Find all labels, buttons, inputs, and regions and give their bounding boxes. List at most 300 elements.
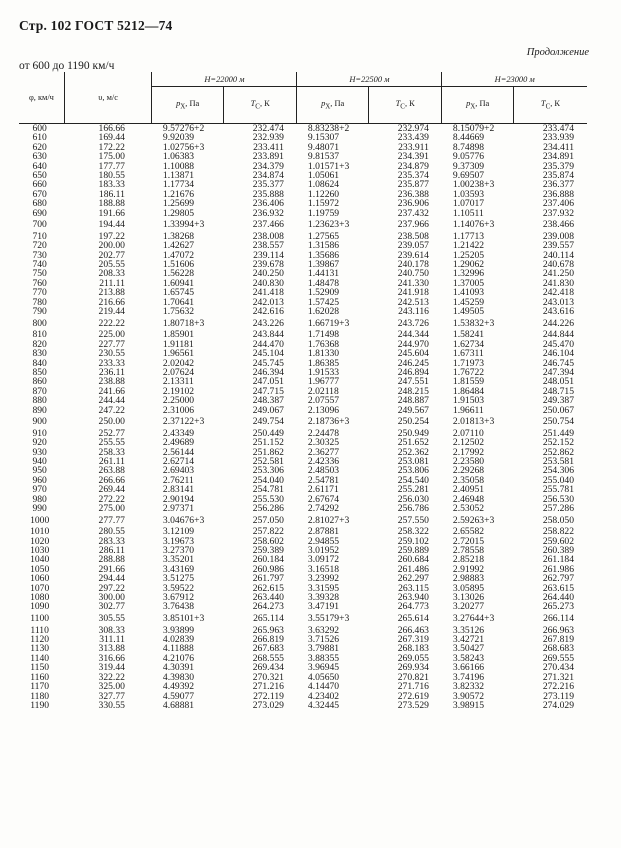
cell-pressure-22500: 2.48503 (307, 465, 340, 477)
cell-pressure-22500: 3.01952 (307, 545, 340, 557)
cell-speed-kmh: 1050 (30, 563, 50, 575)
cell-pressure-23000: 2.12502 (452, 437, 485, 449)
cell-temperature-23000: 261.986 (542, 563, 574, 575)
col-header-pressure: $p_X$, Па (297, 87, 368, 124)
cell-temperature-22500: 232.974 (397, 123, 429, 134)
cell-speed-ms: 302.77 (98, 601, 125, 613)
cell-speed-ms: 316.66 (98, 652, 125, 664)
col-header-temperature: $T_C$, К (368, 87, 442, 124)
cell-temperature-23000: 246.745 (542, 357, 574, 369)
cell-pressure-22000: 2.97371 (162, 503, 195, 515)
cell-pressure-23000: 8.15079+2 (452, 123, 495, 134)
cell-temperature-22500: 273.529 (397, 699, 429, 711)
cell-speed-kmh: 1120 (30, 634, 50, 646)
cell-pressure-22500: 4.05650 (307, 671, 340, 683)
cell-speed-ms: 191.66 (98, 207, 125, 219)
cell-pressure-23000: 2.01813+3 (452, 416, 495, 428)
cell-pressure-22000: 3.76438 (162, 601, 195, 613)
table-body (19, 124, 587, 711)
cell-temperature-22500: 237.966 (397, 219, 429, 231)
cell-temperature-22000: 235.888 (252, 188, 284, 200)
cell-pressure-22500: 1.05061 (307, 170, 340, 182)
cell-pressure-22000: 2.69403 (162, 465, 195, 477)
cell-speed-ms: 280.55 (98, 526, 125, 538)
cell-temperature-22500: 272.619 (397, 690, 429, 702)
cell-temperature-22500: 234.879 (397, 160, 429, 172)
cell-temperature-23000: 272.216 (542, 681, 574, 693)
cell-speed-kmh: 750 (32, 268, 47, 280)
cell-pressure-23000: 2.98883 (452, 573, 485, 585)
cell-pressure-22500: 2.81027+3 (307, 514, 350, 526)
cell-temperature-23000: 266.963 (542, 624, 574, 636)
cell-pressure-22000: 1.65745 (162, 287, 195, 299)
cell-pressure-23000: 2.29268 (452, 465, 485, 477)
cell-temperature-22000: 237.466 (252, 219, 284, 231)
cell-speed-kmh: 1150 (30, 662, 50, 674)
cell-pressure-22500: 1.44131 (307, 268, 340, 280)
table-row (19, 513, 587, 527)
cell-pressure-22000: 1.02756+3 (162, 141, 205, 153)
cell-speed-kmh: 970 (32, 484, 47, 496)
cell-speed-ms: 186.11 (98, 188, 125, 200)
cell-temperature-22000: 250.449 (252, 427, 284, 439)
cell-pressure-23000: 3.13026 (452, 592, 485, 604)
cell-pressure-22500: 1.57425 (307, 296, 340, 308)
cell-pressure-22500: 4.14470 (307, 681, 340, 693)
cell-temperature-22500: 239.057 (397, 240, 429, 252)
cell-temperature-23000: 240.678 (542, 259, 574, 271)
cell-temperature-22000: 232.474 (252, 123, 284, 134)
cell-temperature-23000: 248.051 (542, 376, 574, 388)
cell-pressure-23000: 2.65582 (452, 526, 485, 538)
cell-pressure-22500: 3.23992 (307, 573, 340, 585)
cell-speed-ms: 305.55 (98, 613, 125, 625)
cell-temperature-22500: 254.540 (397, 474, 429, 486)
cell-temperature-22500: 237.432 (397, 207, 429, 219)
cell-pressure-22500: 2.30325 (307, 437, 340, 449)
cell-pressure-22000: 1.13871 (162, 170, 195, 182)
cell-speed-ms: 233.33 (98, 357, 125, 369)
cell-pressure-22500: 3.47191 (307, 601, 340, 613)
cell-speed-kmh: 770 (32, 287, 47, 299)
cell-temperature-22000: 255.530 (252, 493, 284, 505)
cell-temperature-23000: 265.273 (542, 601, 574, 613)
cell-speed-ms: 236.11 (98, 366, 125, 378)
cell-temperature-22500: 263.115 (398, 582, 429, 594)
cell-speed-kmh: 780 (32, 296, 47, 308)
cell-temperature-22500: 241.330 (397, 277, 429, 289)
cell-pressure-23000: 1.91503 (452, 395, 485, 407)
cell-speed-ms: 180.55 (98, 170, 125, 182)
cell-pressure-22500: 1.19759 (307, 207, 340, 219)
cell-temperature-22500: 238.508 (397, 230, 429, 242)
cell-pressure-22500: 1.27565 (307, 230, 340, 242)
cell-temperature-23000: 249.387 (542, 395, 574, 407)
cell-pressure-23000: 8.74898 (452, 141, 485, 153)
cell-pressure-22500: 1.76368 (307, 338, 340, 350)
cell-pressure-23000: 1.62734 (452, 338, 485, 350)
cell-speed-ms: 277.77 (98, 514, 125, 526)
cell-speed-kmh: 700 (32, 219, 47, 231)
cell-temperature-23000: 248.715 (542, 385, 574, 397)
cell-temperature-23000: 257.286 (542, 503, 574, 515)
cell-temperature-22500: 259.889 (397, 545, 429, 557)
cell-pressure-22000: 4.21076 (162, 652, 195, 664)
cell-temperature-22500: 235.374 (397, 170, 429, 182)
cell-speed-kmh: 660 (32, 179, 47, 191)
cell-pressure-22500: 3.31595 (307, 582, 340, 594)
cell-speed-kmh: 1010 (30, 526, 50, 538)
cell-temperature-22500: 246.894 (397, 366, 429, 378)
cell-temperature-22500: 255.281 (397, 484, 429, 496)
cell-temperature-22000: 249.067 (252, 404, 284, 416)
cell-speed-ms: 327.77 (98, 690, 125, 702)
col-header-temperature: $T_C$, К (513, 87, 587, 124)
cell-temperature-22500: 251.652 (397, 437, 429, 449)
cell-pressure-22500: 4.23402 (307, 690, 340, 702)
cell-pressure-22500: 3.79881 (307, 643, 340, 655)
cell-speed-ms: 208.33 (98, 268, 125, 280)
cell-temperature-23000: 247.394 (542, 366, 574, 378)
cell-temperature-22000: 236.932 (252, 207, 284, 219)
cell-temperature-23000: 239.008 (542, 230, 574, 242)
cell-pressure-22000: 1.29805 (162, 207, 195, 219)
cell-temperature-22000: 254.781 (252, 484, 284, 496)
cell-temperature-23000: 263.615 (542, 582, 574, 594)
cell-temperature-23000: 258.822 (542, 526, 574, 538)
cell-speed-kmh: 900 (32, 416, 47, 428)
cell-speed-kmh: 1190 (30, 699, 50, 711)
cell-temperature-23000: 259.602 (542, 535, 574, 547)
cell-pressure-22500: 3.55179+3 (307, 613, 350, 625)
cell-pressure-23000: 1.58241 (452, 329, 485, 341)
cell-speed-ms: 222.22 (98, 317, 125, 329)
cell-temperature-23000: 264.440 (542, 592, 574, 604)
cell-temperature-23000: 242.418 (542, 287, 574, 299)
cell-temperature-22000: 248.387 (252, 395, 284, 407)
cell-pressure-22000: 1.85901 (162, 329, 195, 341)
cell-speed-ms: 297.22 (98, 582, 125, 594)
cell-temperature-23000: 243.616 (542, 306, 574, 318)
cell-temperature-22000: 257.050 (252, 514, 284, 526)
cell-speed-ms: 294.44 (98, 573, 125, 585)
cell-pressure-22500: 9.81537 (307, 151, 340, 163)
cell-pressure-23000: 1.49505 (452, 306, 485, 318)
cell-pressure-22500: 3.09172 (307, 554, 340, 566)
cell-speed-kmh: 790 (32, 306, 47, 318)
cell-temperature-22500: 236.906 (397, 198, 429, 210)
cell-speed-kmh: 1000 (30, 514, 50, 526)
cell-temperature-22000: 251.152 (252, 437, 284, 449)
cell-pressure-22000: 2.43349 (162, 427, 195, 439)
cell-pressure-23000: 1.17713 (452, 230, 485, 242)
cell-pressure-22500: 1.08624 (307, 179, 340, 191)
cell-pressure-23000: 3.50427 (452, 643, 485, 655)
cell-pressure-22000: 1.75632 (162, 306, 195, 318)
cell-speed-ms: 166.66 (98, 123, 125, 134)
cell-pressure-23000: 3.82332 (452, 681, 485, 693)
cell-temperature-22500: 253.806 (397, 465, 429, 477)
cell-pressure-23000: 1.81559 (452, 376, 485, 388)
cell-pressure-22000: 1.47072 (162, 249, 195, 261)
cell-speed-kmh: 860 (32, 376, 47, 388)
cell-pressure-22000: 3.27370 (162, 545, 195, 557)
cell-speed-ms: 241.66 (98, 385, 125, 397)
cell-temperature-23000: 243.013 (542, 296, 574, 308)
cell-temperature-22500: 235.877 (397, 179, 429, 191)
cell-speed-kmh: 850 (32, 366, 47, 378)
cell-pressure-22500: 1.01571+3 (307, 160, 350, 172)
cell-speed-ms: 266.66 (98, 474, 125, 486)
cell-pressure-23000: 2.59263+3 (452, 514, 495, 526)
cell-temperature-23000: 241.830 (542, 277, 574, 289)
cell-temperature-23000: 250.067 (542, 404, 574, 416)
cell-speed-kmh: 1160 (30, 671, 50, 683)
cell-temperature-22000: 254.040 (252, 474, 284, 486)
cell-pressure-22500: 1.62028 (307, 306, 340, 318)
cell-speed-kmh: 630 (32, 151, 47, 163)
cell-pressure-22000: 1.91181 (162, 338, 194, 350)
cell-pressure-22000: 2.56144 (162, 446, 195, 458)
cell-temperature-23000: 233.939 (542, 132, 574, 144)
cell-speed-kmh: 600 (32, 123, 47, 134)
cell-pressure-23000: 2.35058 (452, 474, 485, 486)
cell-temperature-22500: 243.116 (398, 306, 429, 318)
cell-temperature-23000: 244.844 (542, 329, 574, 341)
cell-temperature-23000: 237.406 (542, 198, 574, 210)
cell-temperature-22500: 241.918 (397, 287, 429, 299)
cell-speed-kmh: 960 (32, 474, 47, 486)
cell-pressure-22000: 3.93899 (162, 624, 195, 636)
cell-temperature-22000: 258.602 (252, 535, 284, 547)
cell-temperature-22000: 269.434 (252, 662, 284, 674)
cell-pressure-22500: 1.35686 (307, 249, 340, 261)
cell-temperature-22500: 245.604 (397, 348, 429, 360)
table-row (19, 209, 587, 218)
cell-temperature-22500: 249.567 (397, 404, 429, 416)
cell-pressure-23000: 2.46948 (452, 493, 485, 505)
cell-speed-ms: 322.22 (98, 671, 125, 683)
cell-speed-kmh: 760 (32, 277, 47, 289)
cell-speed-ms: 272.22 (98, 493, 125, 505)
cell-pressure-23000: 1.76722 (452, 366, 485, 378)
cell-speed-kmh: 1080 (30, 592, 50, 604)
cell-pressure-23000: 1.29062 (452, 259, 485, 271)
cell-pressure-22000: 2.37122+3 (162, 416, 205, 428)
cell-speed-kmh: 720 (32, 240, 47, 252)
cell-temperature-23000: 236.377 (542, 179, 574, 191)
cell-speed-kmh: 1180 (30, 690, 50, 702)
cell-temperature-22000: 242.013 (252, 296, 284, 308)
cell-temperature-22500: 233.439 (397, 132, 429, 144)
cell-temperature-22000: 256.286 (252, 503, 284, 515)
cell-speed-kmh: 810 (32, 329, 47, 341)
cell-temperature-23000: 255.040 (542, 474, 574, 486)
cell-speed-ms: 175.00 (98, 151, 125, 163)
cell-speed-ms: 183.33 (98, 179, 125, 191)
cell-pressure-22500: 9.48071 (307, 141, 340, 153)
cell-speed-kmh: 920 (32, 437, 47, 449)
cell-speed-ms: 230.55 (98, 348, 125, 360)
cell-temperature-22500: 240.178 (397, 259, 429, 271)
cell-pressure-22000: 2.25000 (162, 395, 195, 407)
col-header-phi: φ, км/ч (19, 72, 64, 124)
cell-speed-ms: 225.00 (98, 329, 125, 341)
table-row (19, 406, 587, 415)
cell-temperature-22000: 264.273 (252, 601, 284, 613)
cell-speed-ms: 238.88 (98, 376, 125, 388)
cell-pressure-23000: 1.45259 (452, 296, 485, 308)
cell-pressure-22000: 4.49392 (162, 681, 195, 693)
cell-pressure-23000: 1.37005 (452, 277, 485, 289)
cell-temperature-22500: 266.463 (397, 624, 429, 636)
cell-speed-ms: 211.11 (99, 277, 125, 289)
cell-speed-kmh: 620 (32, 141, 47, 153)
cell-temperature-23000: 258.050 (542, 514, 574, 526)
cell-pressure-22000: 1.56228 (162, 268, 195, 280)
cell-temperature-22500: 256.030 (397, 493, 429, 505)
cell-speed-kmh: 690 (32, 207, 47, 219)
altitude-header-3: H=23000 м (442, 72, 587, 87)
table-header (19, 72, 587, 124)
cell-pressure-22000: 4.68881 (162, 699, 195, 711)
cell-temperature-22500: 258.322 (397, 526, 429, 538)
cell-temperature-23000: 237.932 (542, 207, 574, 219)
cell-speed-kmh: 650 (32, 170, 47, 182)
cell-speed-kmh: 1130 (30, 643, 50, 655)
range-caption: от 600 до 1190 км/ч (19, 60, 115, 72)
cell-temperature-22000: 272.119 (253, 690, 284, 702)
cell-temperature-22000: 253.306 (252, 465, 284, 477)
cell-pressure-23000: 2.78558 (452, 545, 485, 557)
cell-temperature-22500: 267.319 (397, 634, 429, 646)
cell-temperature-23000: 234.891 (542, 151, 574, 163)
cell-temperature-22500: 270.821 (397, 671, 429, 683)
cell-temperature-22500: 269.934 (397, 662, 429, 674)
cell-pressure-22000: 1.38268 (162, 230, 195, 242)
cell-speed-kmh: 820 (32, 338, 47, 350)
cell-temperature-22500: 271.716 (397, 681, 429, 693)
cell-speed-ms: 263.88 (98, 465, 125, 477)
cell-pressure-22000: 4.11888 (162, 643, 194, 655)
table-row (19, 602, 587, 611)
cell-pressure-22500: 2.36277 (307, 446, 340, 458)
cell-pressure-22000: 1.60941 (162, 277, 195, 289)
cell-temperature-22500: 233.911 (398, 141, 429, 153)
cell-temperature-23000: 256.530 (542, 493, 574, 505)
cell-temperature-22000: 266.819 (252, 634, 284, 646)
cell-temperature-22500: 269.055 (397, 652, 429, 664)
cell-temperature-22500: 239.614 (397, 249, 429, 261)
cell-temperature-23000: 273.119 (543, 690, 574, 702)
cell-temperature-23000: 261.184 (542, 554, 574, 566)
cell-speed-kmh: 950 (32, 465, 47, 477)
cell-pressure-22500: 4.32445 (307, 699, 340, 711)
cell-temperature-23000: 254.306 (542, 465, 574, 477)
cell-pressure-22500: 2.67674 (307, 493, 340, 505)
cell-temperature-23000: 271.321 (542, 671, 574, 683)
cell-speed-ms: 213.88 (98, 287, 125, 299)
table-row (19, 218, 587, 232)
cell-temperature-22000: 238.008 (252, 230, 284, 242)
cell-speed-ms: 291.66 (98, 563, 125, 575)
cell-temperature-22000: 238.557 (252, 240, 284, 252)
cell-temperature-22000: 242.616 (252, 306, 284, 318)
cell-temperature-23000: 253.581 (542, 455, 574, 467)
cell-speed-kmh: 1070 (30, 582, 50, 594)
cell-temperature-22000: 236.406 (252, 198, 284, 210)
cell-speed-kmh: 730 (32, 249, 47, 261)
cell-pressure-22500: 1.39867 (307, 259, 340, 271)
cell-pressure-22000: 3.67912 (162, 592, 195, 604)
cell-speed-kmh: 830 (32, 348, 47, 360)
cell-temperature-22000: 249.754 (252, 416, 284, 428)
cell-speed-kmh: 1040 (30, 554, 50, 566)
cell-temperature-23000: 251.449 (542, 427, 574, 439)
cell-speed-kmh: 990 (32, 503, 47, 515)
cell-speed-kmh: 800 (32, 317, 47, 329)
cell-speed-ms: 330.55 (98, 699, 125, 711)
cell-pressure-23000: 1.53832+3 (452, 317, 495, 329)
cell-speed-kmh: 870 (32, 385, 47, 397)
cell-temperature-22000: 268.555 (252, 652, 284, 664)
cell-pressure-23000: 3.74196 (452, 671, 485, 683)
altitude-header-1: H=22000 м (152, 72, 297, 87)
cell-pressure-22500: 3.39328 (307, 592, 340, 604)
cell-pressure-22000: 1.17734 (162, 179, 195, 191)
cell-pressure-23000: 1.21422 (452, 240, 485, 252)
cell-temperature-22500: 248.215 (397, 385, 429, 397)
cell-pressure-22000: 3.19673 (162, 535, 195, 547)
cell-pressure-22000: 3.85101+3 (162, 613, 205, 625)
cell-pressure-22000: 9.92039 (162, 132, 195, 144)
cell-pressure-22000: 2.90194 (162, 493, 195, 505)
cell-pressure-23000: 3.58243 (452, 652, 485, 664)
col-header-temperature: $T_C$, К (223, 87, 297, 124)
cell-speed-ms: 288.88 (98, 554, 125, 566)
cell-pressure-22000: 1.33994+3 (162, 219, 205, 231)
cell-pressure-23000: 3.27644+3 (452, 613, 495, 625)
cell-temperature-22000: 247.051 (252, 376, 284, 388)
cell-pressure-22000: 2.13311 (162, 376, 194, 388)
cell-temperature-22000: 244.470 (252, 338, 284, 350)
cell-temperature-22000: 245.745 (252, 357, 284, 369)
cell-pressure-22000: 2.02042 (162, 357, 195, 369)
cell-pressure-22500: 1.81330 (307, 348, 340, 360)
cell-speed-ms: 269.44 (98, 484, 125, 496)
cell-temperature-23000: 268.683 (542, 643, 574, 655)
cell-pressure-22000: 4.39830 (162, 671, 195, 683)
cell-temperature-23000: 234.411 (543, 141, 574, 153)
cell-temperature-22000: 233.411 (253, 141, 284, 153)
cell-temperature-22000: 257.822 (252, 526, 284, 538)
cell-temperature-23000: 235.874 (542, 170, 574, 182)
cell-pressure-22000: 4.30391 (162, 662, 195, 674)
cell-temperature-22000: 232.939 (252, 132, 284, 144)
cell-pressure-22500: 2.02118 (307, 385, 339, 397)
cell-temperature-22000: 263.440 (252, 592, 284, 604)
cell-speed-ms: 252.77 (98, 427, 125, 439)
cell-pressure-23000: 1.00238+3 (452, 179, 495, 191)
cell-pressure-23000: 1.86484 (452, 385, 485, 397)
cell-temperature-22500: 268.183 (397, 643, 429, 655)
cell-temperature-23000: 246.104 (542, 348, 574, 360)
cell-temperature-22500: 242.513 (397, 296, 429, 308)
cell-pressure-22500: 1.15972 (307, 198, 340, 210)
cell-speed-ms: 308.33 (98, 624, 125, 636)
cell-speed-ms: 247.22 (98, 404, 125, 416)
cell-pressure-23000: 1.14076+3 (452, 219, 495, 231)
